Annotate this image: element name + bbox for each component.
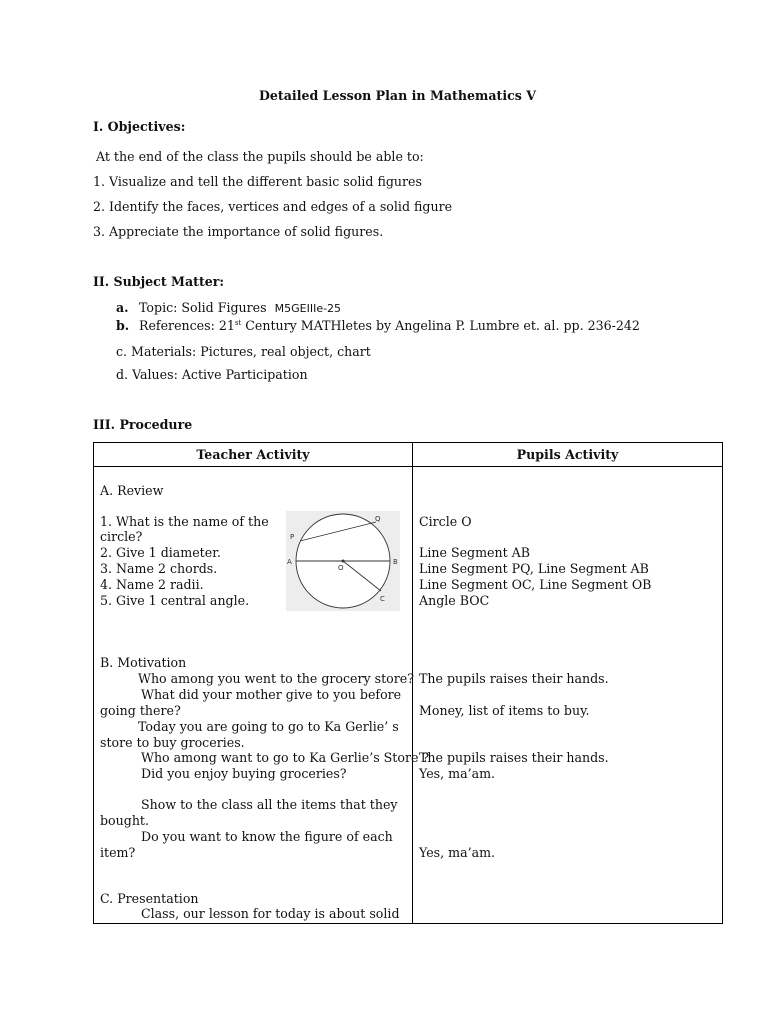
- objective-item: 2. Identify the faces, vertices and edges of a solid figure: [93, 199, 453, 214]
- label-q: Q: [375, 515, 381, 523]
- pupil-answer: Circle O: [419, 514, 472, 529]
- subject-materials: c. Materials: Pictures, real object, chart: [116, 344, 371, 359]
- label-c: C: [380, 595, 385, 603]
- objective-item: 3. Appreciate the importance of solid figures.: [93, 224, 384, 239]
- list-marker-a: a.: [116, 300, 129, 315]
- references-post: Century MATHletes by Angelina P. Lumbre et. al. pp. 236-242: [241, 318, 640, 333]
- review-question: 2. Give 1 diameter.: [100, 545, 221, 560]
- objective-item: 1. Visualize and tell the different basic solid figures: [93, 174, 422, 189]
- review-question: 1. What is the name of the: [100, 514, 269, 529]
- pupil-answer: Line Segment AB: [419, 545, 531, 560]
- table-header-row: [94, 443, 723, 467]
- motivation-line: Did you enjoy buying groceries?: [141, 766, 347, 781]
- page-title: Detailed Lesson Plan in Mathematics V: [259, 88, 537, 103]
- motivation-line: going there?: [100, 703, 181, 718]
- review-label: A. Review: [100, 483, 164, 498]
- presentation-label: C. Presentation: [100, 891, 199, 906]
- label-b: B: [393, 558, 398, 566]
- review-question: 5. Give 1 central angle.: [100, 593, 250, 608]
- col-header-teacher: Teacher Activity: [94, 443, 413, 467]
- motivation-line: Who among you went to the grocery store?: [138, 671, 414, 686]
- motivation-line: Show to the class all the items that they: [141, 797, 398, 812]
- topic-code: M5GEIIIe-25: [274, 302, 342, 315]
- review-question: 4. Name 2 radii.: [100, 577, 204, 592]
- references-sup: st: [234, 318, 242, 327]
- subject-topic: [139, 300, 341, 315]
- objectives-heading: I. Objectives:: [93, 119, 186, 134]
- table-row: [94, 467, 723, 924]
- motivation-line: What did your mother give to you before: [141, 687, 402, 702]
- motivation-line: Do you want to know the figure of each: [141, 829, 393, 844]
- subject-values: d. Values: Active Participation: [116, 367, 308, 382]
- pupil-answer: Money, list of items to buy.: [419, 703, 590, 718]
- col-header-pupils: Pupils Activity: [413, 443, 723, 467]
- pupil-answer: Line Segment PQ, Line Segment AB: [419, 561, 649, 576]
- review-question: circle?: [100, 529, 143, 544]
- motivation-line: Who among want to go to Ka Gerlie’s Store ?: [141, 750, 430, 765]
- circle-diagram: [286, 511, 400, 611]
- subject-references: [139, 318, 640, 333]
- pupil-answer: Yes, ma’am.: [419, 766, 496, 781]
- pupil-answer: Angle BOC: [419, 593, 490, 608]
- pupil-answer: Line Segment OC, Line Segment OB: [419, 577, 652, 592]
- label-p: P: [290, 533, 295, 541]
- list-marker-b: b.: [116, 318, 130, 333]
- topic-text: Topic: Solid Figures: [139, 300, 267, 315]
- objectives-intro: At the end of the class the pupils should be able to:: [96, 149, 424, 164]
- procedure-table: [93, 442, 723, 924]
- motivation-line: item?: [100, 845, 136, 860]
- motivation-label: B. Motivation: [100, 655, 187, 670]
- presentation-line: Class, our lesson for today is about solid: [141, 906, 400, 921]
- pupil-answer: Yes, ma’am.: [419, 845, 496, 860]
- label-o: O: [338, 564, 344, 572]
- motivation-line: bought.: [100, 813, 149, 828]
- procedure-heading: III. Procedure: [93, 417, 193, 432]
- label-a: A: [287, 558, 292, 566]
- pupil-answer: The pupils raises their hands.: [419, 671, 609, 686]
- subject-matter-heading: II. Subject Matter:: [93, 274, 225, 289]
- center-point: [342, 560, 345, 563]
- motivation-line: Today you are going to go to Ka Gerlie’ s: [138, 719, 399, 734]
- references-pre: References: 21: [139, 318, 235, 333]
- motivation-line: store to buy groceries.: [100, 735, 245, 750]
- pupil-answer: The pupils raises their hands.: [419, 750, 609, 765]
- pupils-activity-cell: [413, 467, 723, 924]
- review-question: 3. Name 2 chords.: [100, 561, 218, 576]
